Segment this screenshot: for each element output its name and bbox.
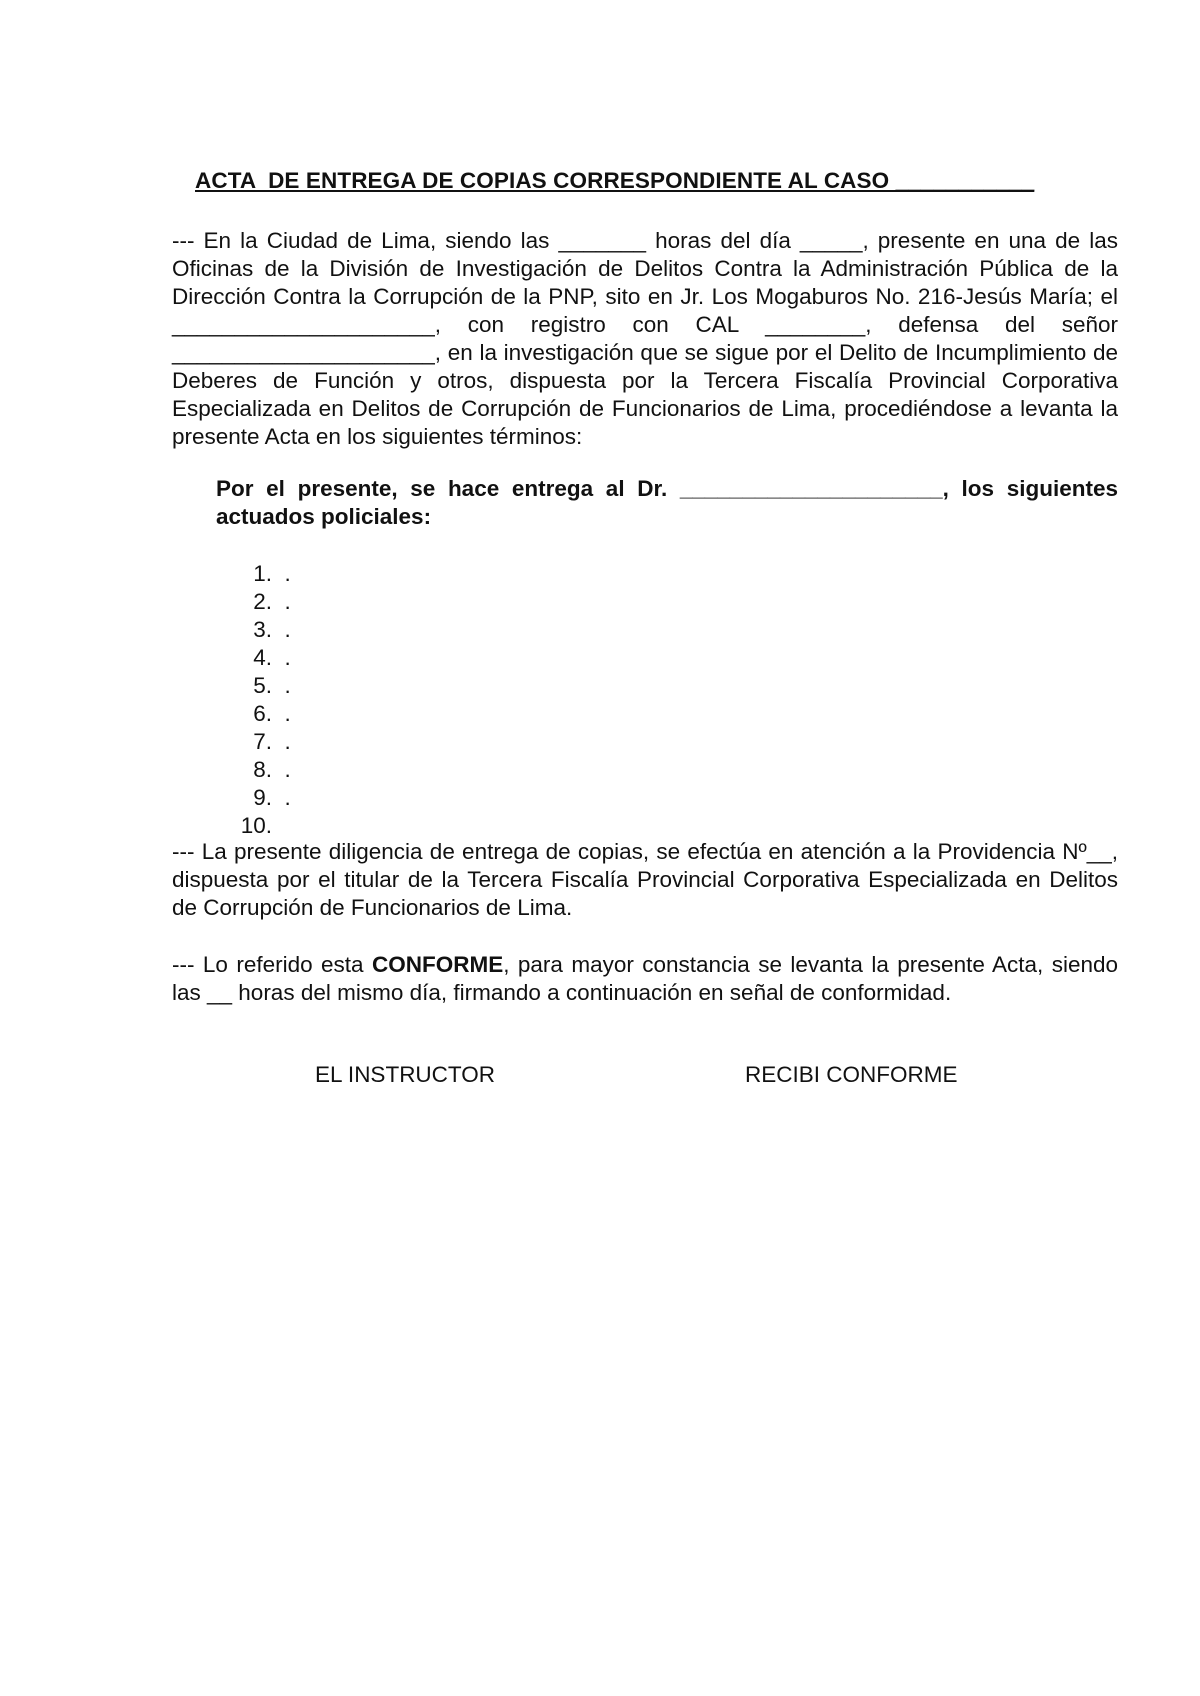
- list-item: 4. .: [253, 645, 291, 670]
- list-item: 6. .: [253, 701, 291, 726]
- signature-recibi-conforme: RECIBI CONFORME: [745, 1062, 958, 1087]
- paragraph-intro: --- En la Ciudad de Lima, siendo las _______ horas del día _____, presente en una de las Oficinas de la División de Investigación de Delitos Contra la Administración Pública de la Dirección Contra la Corrupción de la PNP, sito en Jr. Los Mogaburos No. 216-Jesús María; el _____________________, con registro con CAL ________, defensa del señor _____________________, en la investigación que se sigue por el Delito de Incumplimiento de Deberes de Función y otros, dispuesta por la Tercera Fiscalía Provincial Corporativa Especializada en Delitos de Corrupción de Funcionarios de Lima, procediéndose a levanta la presente Acta en los siguientes términos:: [172, 228, 1118, 449]
- paragraph-delivery: Por el presente, se hace entrega al Dr. _____________________, los siguientes actuados policiales:: [216, 476, 1118, 529]
- list-item: 10.: [240, 813, 272, 838]
- list-item: 5. .: [253, 673, 291, 698]
- list-item: 1. .: [253, 561, 291, 586]
- list-item: 9. .: [253, 785, 291, 810]
- items-list: [238, 560, 291, 840]
- list-item: 3. .: [253, 617, 291, 642]
- paragraph-conforme: --- Lo referido esta CONFORME, para mayor constancia se levanta la presente Acta, siendo las __ horas del mismo día, firmando a continuación en señal de conformidad.: [172, 952, 1118, 1005]
- list-item: 8. .: [253, 757, 291, 782]
- list-item: 2. .: [253, 589, 291, 614]
- signature-instructor: EL INSTRUCTOR: [315, 1062, 496, 1087]
- list-item: 7. .: [253, 729, 291, 754]
- paragraph-providencia: --- La presente diligencia de entrega de copias, se efectúa en atención a la Providencia Nº__, dispuesta por el titular de la Tercera Fiscalía Provincial Corporativa Especializada en Delitos de Corrupción de Funcionarios de Lima.: [172, 839, 1118, 920]
- document-title: ACTA DE ENTREGA DE COPIAS CORRESPONDIENTE AL CASO ___________: [195, 168, 1035, 193]
